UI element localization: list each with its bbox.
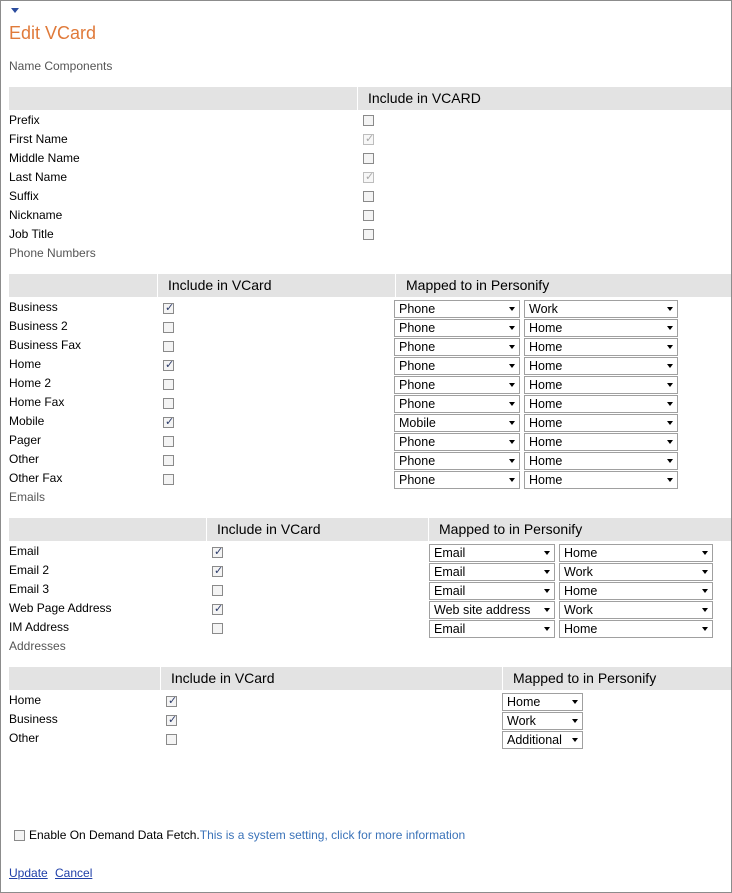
email-location-select[interactable]: Home — [559, 544, 713, 562]
header-mapped-to-in-personify: Mapped to in Personify — [428, 518, 731, 541]
include-checkbox[interactable] — [163, 341, 174, 352]
row-label: Other Fax — [9, 471, 63, 485]
phone-location-select[interactable]: Home — [524, 395, 678, 413]
emails-header — [9, 518, 731, 541]
phone-type-select[interactable]: Phone — [394, 471, 520, 489]
include-checkbox[interactable] — [166, 734, 177, 745]
row-label: Business 2 — [9, 319, 68, 333]
enable-on-demand-label: Enable On Demand Data Fetch. — [29, 828, 200, 842]
email-location-select[interactable]: Home — [559, 620, 713, 638]
addresses-header — [9, 667, 731, 690]
include-checkbox[interactable] — [363, 210, 374, 221]
include-checkbox[interactable] — [166, 696, 177, 707]
on-demand-label-group — [29, 828, 465, 842]
include-checkbox[interactable] — [363, 191, 374, 202]
phone-type-select[interactable]: Phone — [394, 338, 520, 356]
phone-type-select[interactable]: Phone — [394, 300, 520, 318]
email-location-select[interactable]: Home — [559, 582, 713, 600]
include-checkbox — [363, 172, 374, 183]
row-label: First Name — [9, 132, 68, 146]
section-label-name-components: Name Components — [9, 59, 113, 73]
enable-on-demand-checkbox[interactable] — [14, 830, 25, 841]
email-type-select[interactable]: Email — [429, 563, 555, 581]
header-include-in-vcard: Include in VCard — [206, 518, 428, 541]
include-checkbox[interactable] — [163, 436, 174, 447]
email-location-select[interactable]: Work — [559, 563, 713, 581]
section-label-phone-numbers: Phone Numbers — [9, 246, 96, 260]
phone-type-select[interactable]: Phone — [394, 357, 520, 375]
row-label: Email — [9, 544, 40, 558]
row-label: Mobile — [9, 414, 45, 428]
section-label-emails: Emails — [9, 490, 46, 504]
row-label: Home — [9, 357, 42, 371]
system-setting-info-link[interactable]: This is a system setting, click for more information — [199, 828, 466, 842]
include-checkbox[interactable] — [212, 566, 223, 577]
row-label: IM Address — [9, 620, 70, 634]
phone-type-select[interactable]: Phone — [394, 452, 520, 470]
row-label: Last Name — [9, 170, 68, 184]
include-checkbox[interactable] — [163, 379, 174, 390]
row-label: Business Fax — [9, 338, 82, 352]
include-checkbox[interactable] — [363, 153, 374, 164]
row-label: Middle Name — [9, 151, 80, 165]
header-include-in-vcard: Include in VCard — [157, 274, 395, 297]
row-label: Nickname — [9, 208, 63, 222]
row-label: Suffix — [9, 189, 39, 203]
phone-location-select[interactable]: Home — [524, 414, 678, 432]
phone-location-select[interactable]: Home — [524, 471, 678, 489]
email-type-select[interactable]: Email — [429, 620, 555, 638]
row-label: Email 2 — [9, 563, 50, 577]
include-checkbox[interactable] — [163, 474, 174, 485]
row-label: Pager — [9, 433, 42, 447]
include-checkbox[interactable] — [212, 604, 223, 615]
phone-type-select[interactable]: Phone — [394, 395, 520, 413]
include-checkbox[interactable] — [212, 547, 223, 558]
row-label: Email 3 — [9, 582, 50, 596]
include-checkbox — [363, 134, 374, 145]
cancel-link[interactable]: Cancel — [55, 866, 93, 880]
address-location-select[interactable]: Home — [502, 693, 583, 711]
include-checkbox[interactable] — [163, 417, 174, 428]
page-title: Edit VCard — [9, 23, 97, 43]
header-mapped-to-in-personify: Mapped to in Personify — [502, 667, 731, 690]
include-checkbox[interactable] — [212, 585, 223, 596]
address-location-select[interactable]: Work — [502, 712, 583, 730]
name-components-header — [9, 87, 731, 110]
email-type-select[interactable]: Email — [429, 544, 555, 562]
phone-type-select[interactable]: Phone — [394, 376, 520, 394]
phone-type-select[interactable]: Phone — [394, 319, 520, 337]
header-include-in-vcard: Include in VCARD — [357, 87, 731, 110]
row-label: Web Page Address — [9, 601, 112, 615]
header-include-in-vcard: Include in VCard — [160, 667, 502, 690]
phone-location-select[interactable]: Work — [524, 300, 678, 318]
include-checkbox[interactable] — [163, 360, 174, 371]
include-checkbox[interactable] — [163, 303, 174, 314]
row-label: Home — [9, 693, 42, 707]
row-label: Prefix — [9, 113, 40, 127]
phone-type-select[interactable]: Phone — [394, 433, 520, 451]
email-type-select[interactable]: Web site address — [429, 601, 555, 619]
phone-type-select[interactable]: Mobile — [394, 414, 520, 432]
section-label-addresses: Addresses — [9, 639, 66, 653]
include-checkbox[interactable] — [163, 398, 174, 409]
phone-location-select[interactable]: Home — [524, 433, 678, 451]
include-checkbox[interactable] — [166, 715, 177, 726]
row-label: Home 2 — [9, 376, 52, 390]
email-location-select[interactable]: Work — [559, 601, 713, 619]
row-label: Business — [9, 712, 58, 726]
row-label: Other — [9, 452, 40, 466]
address-location-select[interactable]: Additional — [502, 731, 583, 749]
phone-location-select[interactable]: Home — [524, 452, 678, 470]
phone-location-select[interactable]: Home — [524, 338, 678, 356]
include-checkbox[interactable] — [363, 115, 374, 126]
phone-location-select[interactable]: Home — [524, 376, 678, 394]
include-checkbox[interactable] — [363, 229, 374, 240]
collapse-arrow-icon[interactable] — [11, 8, 19, 13]
row-label: Business — [9, 300, 58, 314]
email-type-select[interactable]: Email — [429, 582, 555, 600]
header-mapped-to-in-personify: Mapped to in Personify — [395, 274, 731, 297]
row-label: Job Title — [9, 227, 54, 241]
row-label: Other — [9, 731, 40, 745]
row-label: Home Fax — [9, 395, 65, 409]
update-link[interactable]: Update — [9, 866, 48, 880]
phone-location-select[interactable]: Home — [524, 357, 678, 375]
include-checkbox[interactable] — [163, 455, 174, 466]
include-checkbox[interactable] — [163, 322, 174, 333]
include-checkbox[interactable] — [212, 623, 223, 634]
phone-location-select[interactable]: Home — [524, 319, 678, 337]
phone-numbers-header — [9, 274, 731, 297]
